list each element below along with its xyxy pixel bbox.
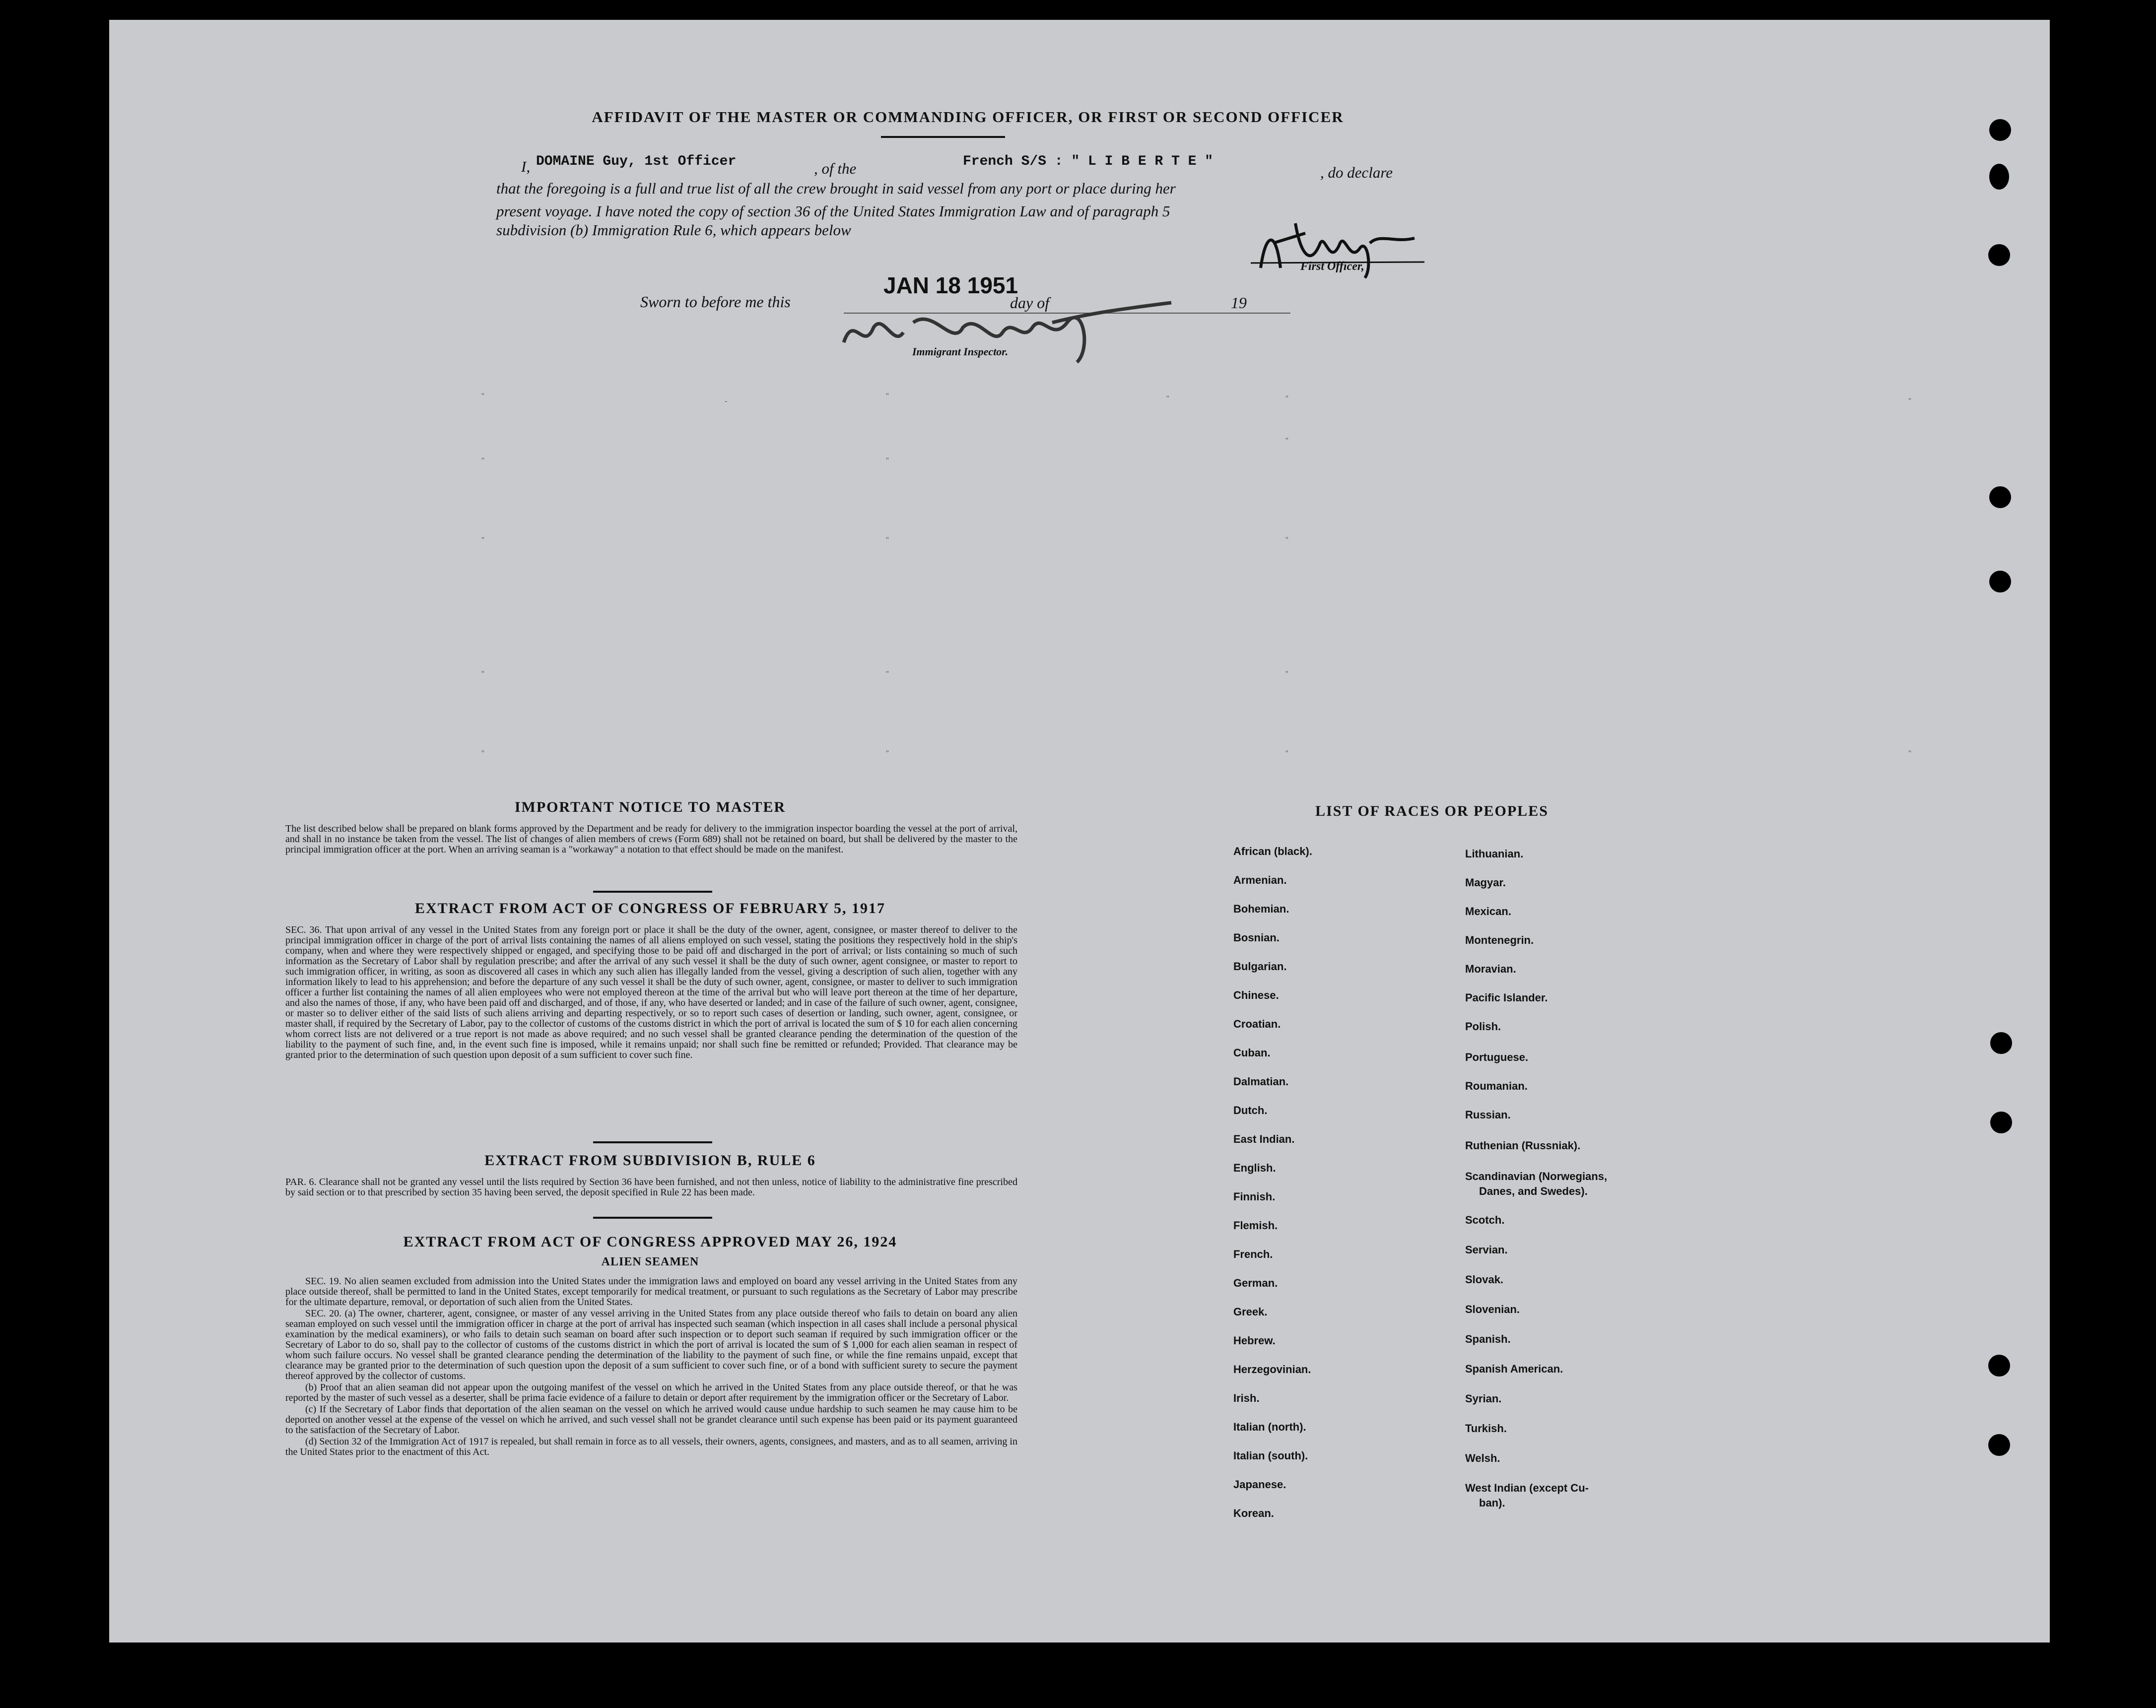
race-item: Danes, and Swedes).: [1479, 1185, 1588, 1197]
race-item: Korean.: [1233, 1507, 1274, 1519]
binder-hole: [1988, 1434, 2010, 1456]
race-item: ban).: [1479, 1497, 1505, 1509]
divider: [881, 136, 1005, 138]
sworn-label: Sworn to before me this: [640, 293, 791, 311]
sec-19-paragraph: SEC. 19. No alien seamen excluded from admission into the United States under the immigration laws and employed on board any vessel arriving in the United States from any place outside thereof, shall be permitted to land in the United States, except temporarily for medical treatment, or pursuant to such regulations as the Secretary of Labor may prescribe for the ultimate departure, removal, or deportation of such alien from the United States.: [285, 1276, 1017, 1308]
notice-title: IMPORTANT NOTICE TO MASTER: [514, 799, 786, 815]
race-item: Slovak.: [1465, 1273, 1504, 1286]
race-item: Montenegrin.: [1465, 934, 1534, 946]
race-item: French.: [1233, 1248, 1273, 1260]
race-item: Scotch.: [1465, 1214, 1505, 1226]
race-item: Polish.: [1465, 1020, 1501, 1033]
grid-mark: -: [725, 397, 728, 405]
divider: [593, 1141, 712, 1143]
grid-mark: '': [1285, 394, 1288, 403]
grid-mark: '': [481, 670, 484, 678]
race-item: Spanish.: [1465, 1333, 1511, 1345]
of-the-label: , of the: [814, 160, 857, 177]
grid-mark: '': [1908, 749, 1911, 758]
subdivision-title: EXTRACT FROM SUBDIVISION B, RULE 6: [484, 1152, 816, 1169]
race-item: Welsh.: [1465, 1452, 1500, 1464]
grid-mark: '': [886, 536, 889, 544]
binder-hole: [1988, 1355, 2010, 1377]
notice-body: The list described below shall be prepared on blank forms approved by the Department and be ready for delivery to the immigration inspector boarding the vessel at the port of arrival, and shall in no instance be taken from the vessel. The list of changes of alien members of crews (Form 689) shall not be retained on board, but shall be delivered by the master to the principal immigration officer at the port. When an arriving seaman is a "workaway" a notation to that effect should be made on the manifest.: [285, 823, 1017, 855]
race-item: Mexican.: [1465, 905, 1511, 918]
race-item: German.: [1233, 1277, 1278, 1289]
divider: [593, 1217, 712, 1219]
sec-20b-paragraph: (b) Proof that an alien seaman did not appear upon the outgoing manifest of the vessel on which he arrived in the United States from any place outside thereof, or that he was reported by the master of such vessel as a deserter, shall be prima facie evidence of a failure to detain or deport after requirement by the immigration officer or the Secretary of Labor.: [285, 1382, 1017, 1403]
race-item: Hebrew.: [1233, 1334, 1276, 1347]
race-item: Portuguese.: [1465, 1051, 1529, 1063]
extract-1917-body: SEC. 36. That upon arrival of any vessel in the United States from any foreign port or place it shall be the duty of the owner, agent, consignee, or master thereof to deliver to the principal immigration officer in charge of the port of arrival lists containing the names of all aliens employed on such vessel, stating the positions they respectively hold in the ship's company, when and where they were respectively shipped or engaged, and specifying those to be paid off and discharged in the port of arrival; or lists containing so much of such information as the Secretary of Labor shall by regulation prescribe; and after the arrival of any such vessel it shall be the duty of such owner, agent consignee, or master to report to such immigration officer, in writing, as soon as discovered all cases in which any such alien has illegally landed from the vessel, giving a description of such alien, together with any information likely to lead to his apprehension; and before the departure of any such vessel it shall be the duty of such owner, agent, consignee, or master to deliver to such immigration officer a further list containing the names of all alien employees who were not employed thereon at the time of the arrival but who will leave port thereon at the time of her departure, and also the names of those, if any, who have been paid off and discharged, and of those, if any, who have deserted or landed; and in case of the failure of such owner, agent, consignee, or master so to deliver either of the said lists of such aliens arriving and departing respectively, or so to report such cases of desertion or landing, such owner, agent, consignee, or master shall, if required by the Secretary of Labor, pay to the collector of customs of the customs district in which the port of arrival is located the sum of $ 10 for each alien concerning whom correct lists are not delivered or a true report is not made as above required; and no such vessel shall be granted clearance pending the determination of the question of the liability to the payment of such fine, and, in the event such fine is imposed, while it remains unpaid; nor shall such fine be remitted or refunded; Provided. That clearance may be granted prior to the determination of such question upon deposit of a sum sufficient to cover such fine.: [285, 924, 1017, 1060]
affidavit-title: AFFIDAVIT OF THE MASTER OR COMMANDING OFFICER, OR FIRST OR SECOND OFFICER: [592, 108, 1344, 126]
vessel-name: French S/S : " L I B E R T E ": [963, 154, 1213, 169]
race-item: Roumanian.: [1465, 1080, 1528, 1092]
race-item: Japanese.: [1233, 1478, 1286, 1491]
grid-mark: '': [1285, 670, 1288, 678]
binder-hole: [1989, 571, 2011, 592]
race-item: English.: [1233, 1162, 1276, 1174]
grid-mark: '': [1166, 394, 1169, 403]
race-item: Ruthenian (Russniak).: [1465, 1139, 1581, 1152]
race-item: Italian (north).: [1233, 1421, 1306, 1433]
grid-mark: '': [886, 749, 889, 758]
race-item: Finnish.: [1233, 1190, 1276, 1203]
affidavit-line: subdivision (b) Immigration Rule 6, which appears below: [496, 221, 851, 239]
grid-mark: '': [481, 457, 484, 465]
race-item: Russian.: [1465, 1109, 1511, 1121]
race-item: Bohemian.: [1233, 903, 1289, 915]
declare-label: , do declare: [1320, 164, 1393, 181]
grid-mark: '': [1285, 749, 1288, 758]
extract-1917-title: EXTRACT FROM ACT OF CONGRESS OF FEBRUARY 5, 1917: [414, 900, 886, 917]
i-label: I,: [521, 158, 531, 175]
divider: [593, 891, 712, 893]
race-item: Pacific Islander.: [1465, 991, 1548, 1004]
race-item: Moravian.: [1465, 963, 1516, 975]
race-item: Slovenian.: [1465, 1303, 1520, 1315]
grid-mark: '': [1285, 437, 1288, 445]
extract-1924-subtitle: ALIEN SEAMEN: [601, 1255, 699, 1268]
extract-1924-title: EXTRACT FROM ACT OF CONGRESS APPROVED MAY 26, 1924: [403, 1234, 897, 1250]
race-item: Syrian.: [1465, 1392, 1502, 1405]
race-item: Dalmatian.: [1233, 1075, 1289, 1088]
race-item: Flemish.: [1233, 1219, 1278, 1232]
binder-hole: [1990, 1032, 2012, 1054]
extract-1924-body: [285, 1276, 1017, 1458]
race-item: Irish.: [1233, 1392, 1260, 1404]
race-item: Armenian.: [1233, 874, 1287, 886]
date-stamp: JAN 18 1951: [883, 272, 1018, 298]
grid-mark: '': [1908, 397, 1911, 405]
race-item: African (black).: [1233, 845, 1312, 857]
race-item: West Indian (except Cu-: [1465, 1482, 1589, 1494]
officer-name: DOMAINE Guy, 1st Officer: [536, 154, 737, 169]
races-title: LIST OF RACES OR PEOPLES: [1315, 803, 1549, 819]
race-item: Bosnian.: [1233, 931, 1280, 944]
inspector-caption: Immigrant Inspector.: [912, 345, 1009, 358]
race-item: East Indian.: [1233, 1133, 1295, 1145]
affidavit-line: present voyage. I have noted the copy of section 36 of the United States Immigration Law and of paragraph 5: [496, 202, 1170, 220]
race-item: Scandinavian (Norwegians,: [1465, 1170, 1608, 1182]
binder-hole: [1989, 164, 2009, 190]
grid-mark: '': [481, 749, 484, 758]
grid-mark: '': [886, 670, 889, 678]
race-item: Cuban.: [1233, 1047, 1271, 1059]
race-item: Servian.: [1465, 1244, 1508, 1256]
grid-mark: '': [886, 457, 889, 465]
race-item: Turkish.: [1465, 1422, 1507, 1435]
binder-hole: [1989, 486, 2011, 508]
race-item: Croatian.: [1233, 1018, 1281, 1030]
race-item: Spanish American.: [1465, 1363, 1563, 1375]
binder-hole: [1990, 1112, 2012, 1133]
binder-hole: [1988, 244, 2010, 266]
grid-mark: '': [1285, 536, 1288, 544]
race-item: Magyar.: [1465, 876, 1506, 889]
sec-20d-paragraph: (d) Section 32 of the Immigration Act of 1917 is repealed, but shall remain in force as to all vessels, their owners, agents, consignees, and masters, and as to all seamen, arriving in the United States prior to the enactment of this Act.: [285, 1436, 1017, 1457]
race-item: Chinese.: [1233, 989, 1279, 1001]
day-of-label: day of: [1010, 294, 1050, 312]
race-item: Dutch.: [1233, 1104, 1268, 1117]
sec-20c-paragraph: (c) If the Secretary of Labor finds that deportation of the alien seaman on the vessel on which he arrived would cause undue hardship to such seamen he may cause him to be deported on another vessel at the expense of the vessel on which he arrived, and such vessel shall not be grandet clearance until such expense has been paid or its payment guaranteed to the satisfaction of the Secretary of Labor.: [285, 1404, 1017, 1436]
officer-caption: First Officer,: [1300, 260, 1364, 273]
sec-20a-paragraph: SEC. 20. (a) The owner, charterer, agent, consignee, or master of any vessel arriving in the United States from any place outside thereof who fails to detain on board any alien seaman employed on such vessel until the immigration officer in charge at the port of arrival has inspected such seaman (which inspection in all cases shall include a personal physical examination by the medical examiners), or who fails to detain such seaman on board after such inspection or to deport such seaman if required by such immigration officer or the Secretary of Labor to do so, shall pay to the collector of customs of the customs district in which the port of arrival is located the sum of $ 1,000 for each alien seaman in respect of whom such failure occurs. No vessel shall be granted clearance pending the determination of the liability to the payment of such fine, or while the fine remains unpaid, except that clearance may be granted prior to the determination of such question upon the deposit of a sum sufficient to cover such fine, or of a bond with sufficient surety to secure the payment thereof approved by the collector of customs.: [285, 1308, 1017, 1381]
binder-hole: [1989, 119, 2011, 141]
race-item: Herzegovinian.: [1233, 1363, 1311, 1376]
race-item: Greek.: [1233, 1306, 1268, 1318]
subdivision-body: PAR. 6. Clearance shall not be granted any vessel until the lists required by Section 36 have been furnished, and not then unless, notice of liability to the administrative fine prescribed by said section or to that prescribed by section 35 having been served, the deposit specified in Rule 22 has been made.: [285, 1177, 1017, 1198]
year-prefix: 19: [1231, 294, 1247, 312]
affidavit-line: that the foregoing is a full and true list of all the crew brought in said vessel from any port or place during her: [496, 180, 1176, 197]
grid-mark: '': [886, 392, 889, 400]
race-item: Italian (south).: [1233, 1449, 1308, 1462]
race-item: Bulgarian.: [1233, 960, 1287, 973]
grid-mark: '': [481, 392, 484, 400]
race-item: Lithuanian.: [1465, 848, 1524, 860]
grid-mark: '': [481, 536, 484, 544]
